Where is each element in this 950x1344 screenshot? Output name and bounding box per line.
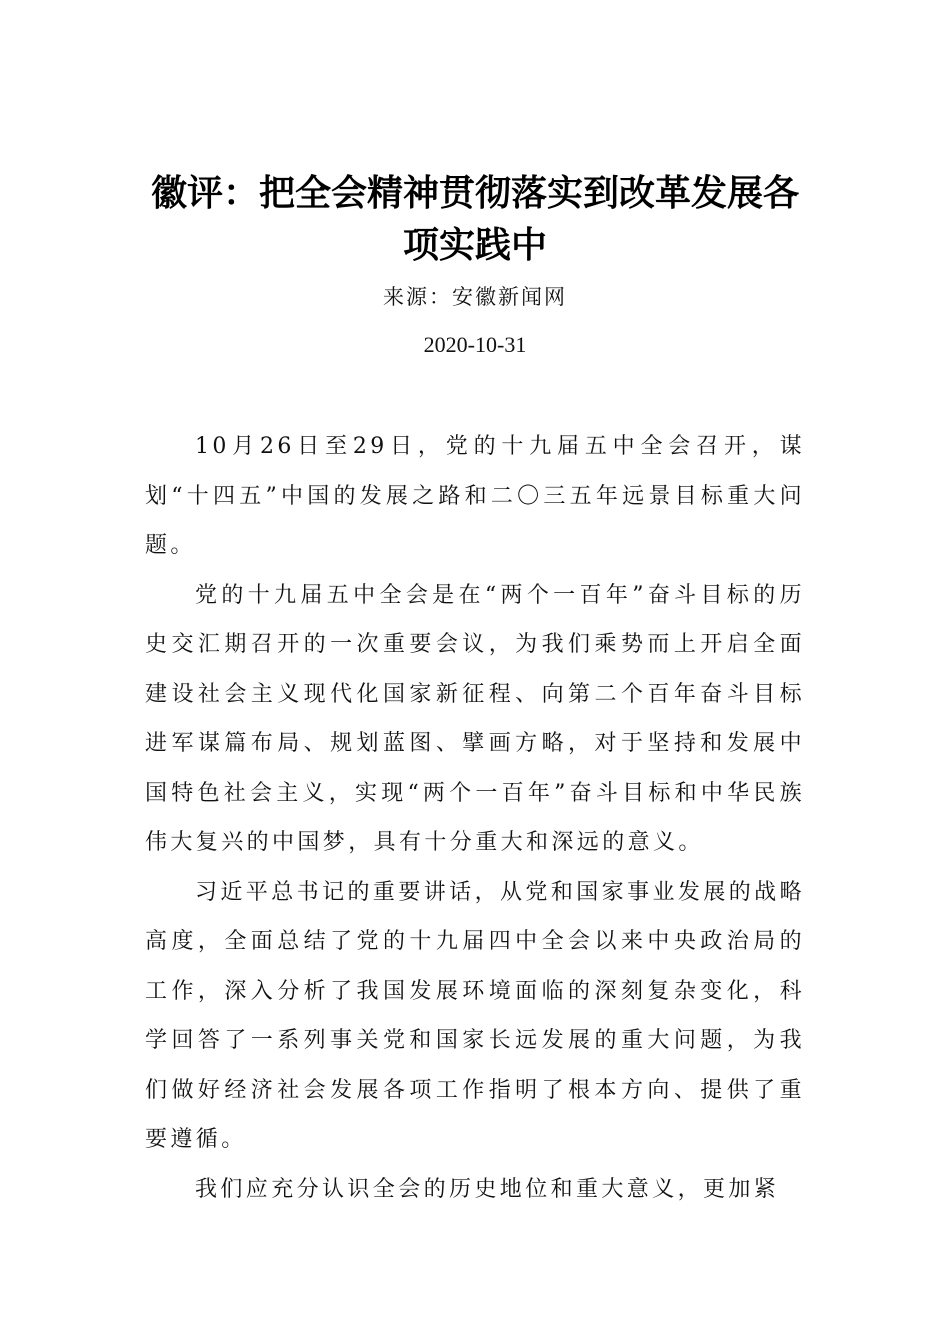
article-date: 2020-10-31 [423,332,527,357]
article-title: 徽评：把全会精神贯彻落实到改革发展各项实践中 [150,173,799,266]
paragraph-3: 习近平总书记的重要讲话，从党和国家事业发展的战略高度，全面总结了党的十九届四中全会以来中央政治局的工作，深入分析了我国发展环境面临的深刻复杂变化，科学回答了一系列事关党和国家长远发展的重大问题，为我们做好经济社会发展各项工作指明了根本方向、提供了重要遵循。 [145,879,805,1152]
paragraph-4: 我们应充分认识全会的历史地位和重大意义，更加紧 [195,1176,780,1202]
article-source: 来源：安徽新闻网 [383,285,567,309]
article-body [145,422,805,1214]
paragraph-2: 党的十九届五中全会是在“两个一百年”奋斗目标的历史交汇期召开的一次重要会议，为我们乘势而上开启全面建设社会主义现代化国家新征程、向第二个百年奋斗目标进军谋篇布局、规划蓝图、擘画方略，对于坚持和发展中国特色社会主义，实现“两个一百年”奋斗目标和中华民族伟大复兴的中国梦，具有十分重大和深远的意义。 [145,582,805,855]
paragraph-1: 10月26日至29日，党的十九届五中全会召开，谋划“十四五”中国的发展之路和二〇三五年远景目标重大问题。 [145,434,805,558]
